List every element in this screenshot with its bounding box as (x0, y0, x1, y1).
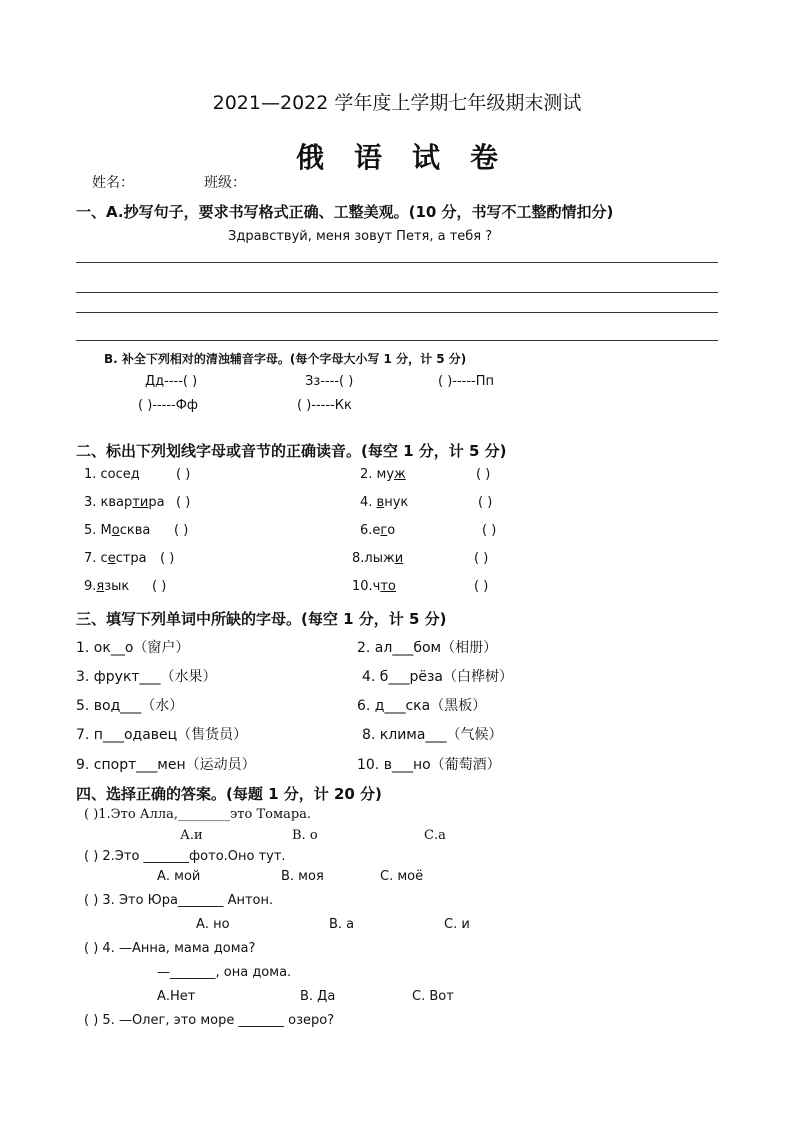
question-4-reply: —_______, она дома. (157, 965, 292, 980)
answer-blank[interactable]: ( ) (476, 467, 491, 482)
question-3: ( ) 3. Это Юра_______ Антон. (84, 893, 274, 908)
fill-item: 8. клима___（气候） (362, 727, 503, 743)
writing-line (76, 312, 718, 313)
section2-heading: 二、标出下列划线字母或音节的正确读音。(每空 1 分，计 5 分) (76, 442, 507, 460)
reading-item: 4. внук (360, 495, 409, 510)
option-c[interactable]: С. Вот (412, 989, 454, 1004)
answer-blank[interactable]: ( ) (482, 523, 497, 538)
question-2: ( ) 2.Это _______фото.Оно тут. (84, 849, 286, 864)
option-c[interactable]: С. моё (380, 869, 424, 884)
reading-item: 5. Москва (84, 523, 151, 538)
answer-blank[interactable]: ( ) (474, 579, 489, 594)
option-b[interactable]: В. Да (300, 989, 336, 1004)
fill-item: 7. п___одавец（售货员） (76, 727, 248, 743)
name-label: 姓名： (92, 175, 134, 191)
reading-item: 3. квартира (84, 495, 165, 510)
fill-item: 10. в___но（葡萄酒） (357, 757, 501, 773)
reading-item: 2. муж (360, 467, 406, 482)
consonant-pair: ( )-----Фф (138, 398, 199, 413)
reading-item: 1. сосед (84, 467, 140, 482)
fill-item: 1. ок__о（窗户） (76, 640, 190, 656)
option-a[interactable]: А.Нет (157, 989, 196, 1004)
fill-item: 4. б___рёза（白桦树） (362, 669, 513, 685)
question-4: ( ) 4. —Анна, мама дома? (84, 941, 256, 956)
question-5: ( ) 5. —Олег, это море _______ озеро? (84, 1013, 335, 1028)
reading-item: 9.язык (84, 579, 130, 594)
option-b[interactable]: В. а (329, 917, 355, 932)
class-label: 班级： (204, 175, 246, 191)
reading-item: 6.его (360, 523, 396, 538)
question-1: ( )1.Это Алла,________это Томара. (84, 807, 312, 822)
option-c[interactable]: С. и (444, 917, 470, 932)
consonant-pair: Дд----( ) (145, 374, 198, 389)
writing-line (76, 340, 718, 341)
option-a[interactable]: А.и (180, 828, 203, 843)
fill-item: 9. спорт___мен（运动员） (76, 757, 256, 773)
section1-heading: 一、A.抄写句子，要求书写格式正确、工整美观。(10 分，书写不工整酌情扣分) (76, 203, 614, 221)
answer-blank[interactable]: ( ) (160, 551, 175, 566)
fill-item: 5. вод___（水） (76, 698, 184, 714)
answer-blank[interactable]: ( ) (478, 495, 493, 510)
reading-item: 7. сестра (84, 551, 147, 566)
section4-heading: 四、选择正确的答案。(每题 1 分，计 20 分) (76, 785, 382, 803)
reading-item: 8.лыжи (352, 551, 404, 566)
option-c[interactable]: С.а (424, 828, 446, 843)
exam-title: 2021—2022 学年度上学期七年级期末测试 (212, 92, 582, 114)
answer-blank[interactable]: ( ) (176, 495, 191, 510)
consonant-pair: ( )-----Пп (438, 374, 495, 389)
option-a[interactable]: А. но (196, 917, 230, 932)
exam-subtitle: 俄语试卷 (295, 141, 528, 174)
section3-heading: 三、填写下列单词中所缺的字母。(每空 1 分，计 5 分) (76, 610, 447, 628)
copy-sentence: Здравствуй, меня зовут Петя, а тебя ? (228, 229, 493, 244)
consonant-pair: ( )-----Кк (297, 398, 352, 413)
option-b[interactable]: В. о (292, 828, 318, 843)
answer-blank[interactable]: ( ) (152, 579, 167, 594)
reading-item: 10.что (352, 579, 396, 594)
option-b[interactable]: В. моя (281, 869, 324, 884)
fill-item: 3. фрукт___（水果） (76, 669, 217, 685)
option-a[interactable]: А. мой (157, 869, 201, 884)
consonant-pair: Зз----( ) (305, 374, 354, 389)
fill-item: 6. д___ска（黑板） (357, 698, 487, 714)
fill-item: 2. ал___бом（相册） (357, 640, 498, 656)
answer-blank[interactable]: ( ) (176, 467, 191, 482)
writing-line (76, 262, 718, 263)
answer-blank[interactable]: ( ) (474, 551, 489, 566)
section1b-heading: B. 补全下列相对的清浊辅音字母。(每个字母大小写 1 分，计 5 分) (104, 352, 467, 366)
writing-line (76, 292, 718, 293)
answer-blank[interactable]: ( ) (174, 523, 189, 538)
